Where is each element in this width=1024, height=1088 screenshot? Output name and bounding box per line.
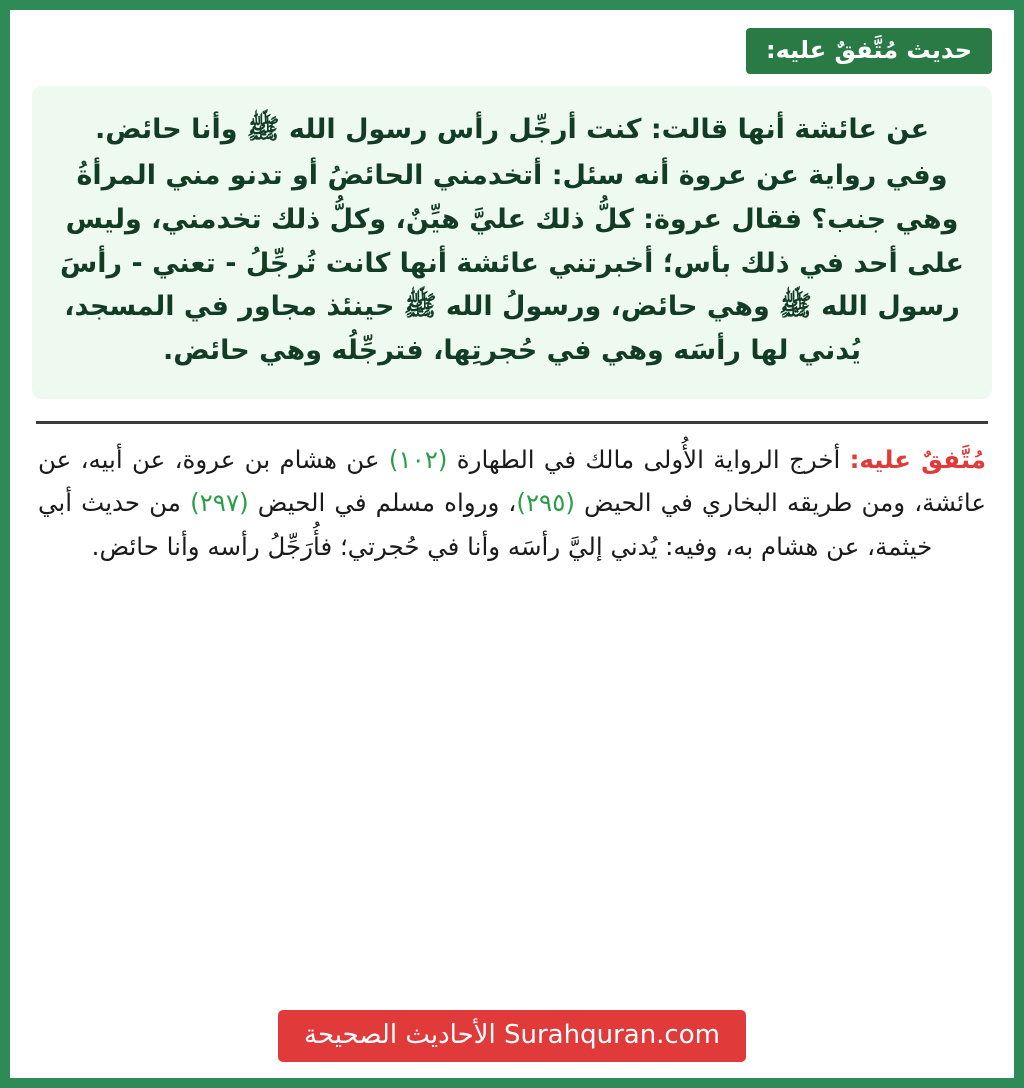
page-content	[10, 10, 1014, 1078]
takhrij-paragraph	[32, 438, 992, 569]
footer	[32, 1010, 992, 1078]
hadith-line-2: وفي رواية عن عروة أنه سئل: أتخدمني الحائضُ أو تدنو مني المرأةُ وهي جنب؟ فقال عروة: كلُّ ذلك عليَّ هيِّنٌ، وكلُّ ذلك تخدمني، وليس على أحد في ذلك بأس؛ أخبرتني عائشة أنها كانت تُرجِّلُ - تعني - رأسَ رسول الله ﷺ وهي حائض، ورسولُ الله ﷺ حينئذ مجاور في المسجد، يُدني لها رأسَه وهي في حُجرتِها، فترجِّلُه وهي حائض.	[60, 160, 964, 367]
takhrij-seg-0: أخرج الرواية الأُولى مالك في الطهارة	[447, 444, 850, 474]
takhrij-label: مُتَّفقٌ عليه:	[849, 444, 986, 474]
site-name: Surahquran.com	[504, 1020, 720, 1050]
header	[32, 28, 992, 74]
takhrij-ref-muwatta: (١٠٢)	[388, 444, 448, 474]
hadith-line-1: عن عائشة أنها قالت: كنت أرجِّل رأس رسول الله ﷺ وأنا حائض.	[94, 114, 930, 146]
site-caption: الأحاديث الصحيحة	[304, 1020, 496, 1050]
takhrij-seg-6: من حديث أبي خيثمة، عن هشام به، وفيه: يُدني إليَّ رأسَه وأنا في حُجرتي؛ فأُرَجِّلُ رأسه وأنا حائض.	[38, 488, 933, 562]
takhrij-seg-4: ، ورواه مسلم في الحيض	[248, 488, 517, 518]
status-badge: حديث مُتَّفقٌ عليه:	[746, 28, 992, 74]
section-divider	[36, 421, 988, 424]
takhrij-ref-bukhari: (٢٩٥)	[516, 488, 575, 518]
site-badge[interactable]	[278, 1010, 746, 1062]
takhrij-seg-2: عن هشام بن عروة، عن أبيه، عن عائشة، ومن طريقه البخاري في الحيض	[38, 444, 986, 518]
takhrij-ref-muslim: (٢٩٧)	[190, 488, 249, 518]
hadith-text-card	[32, 86, 992, 398]
